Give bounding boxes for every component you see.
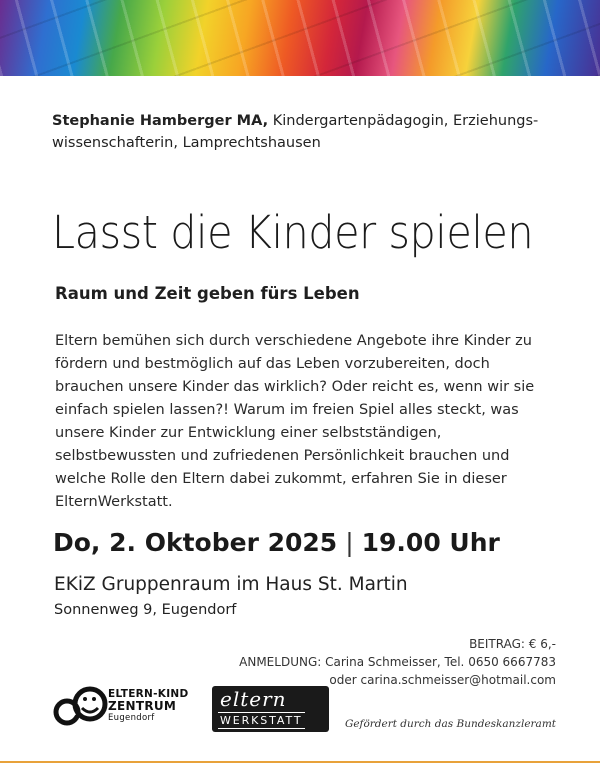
event-date-time bbox=[53, 528, 500, 557]
event-time: 19.00 Uhr bbox=[361, 528, 500, 557]
event-title: Lasst die Kinder spielen bbox=[52, 206, 534, 259]
ekiz-logo bbox=[52, 680, 202, 734]
event-venue: EKiZ Gruppenraum im Haus St. Martin bbox=[54, 574, 408, 595]
ekiz-logo-text bbox=[108, 688, 189, 724]
sponsor-note: Gefördert durch das Bundeskanzleramt bbox=[344, 718, 556, 730]
event-description: Eltern bemühen sich durch verschiedene Angebote ihre Kinder zu fördern und bestmöglich auf das Leben vorzubereiten, doch brauchen unsere Kinder das wirklich? Oder reicht es, wenn wir sie einfach spielen lassen?! Warum im freien Spiel alles steckt, was unsere Kinder zur Entwicklung einer selbstständigen, selbstbewussten und zufriedenen Persönlichkeit brauchen und welche Rolle den Eltern dabei zukommt, erfahren Sie in dieser ElternWerkstatt. bbox=[55, 333, 535, 510]
ekiz-line2: ZENTRUM bbox=[108, 699, 177, 713]
event-date: Do, 2. Oktober 2025 bbox=[53, 528, 338, 557]
rainbow-banner-image bbox=[0, 0, 600, 76]
werkstatt-line1: eltern bbox=[220, 687, 287, 711]
registration-email: oder carina.schmeisser@hotmail.com bbox=[329, 673, 556, 687]
registration-info bbox=[216, 635, 556, 689]
ekiz-line1: ELTERN-KIND bbox=[108, 688, 189, 700]
smiley-faces-icon bbox=[52, 682, 108, 732]
fee-text: BEITRAG: € 6,- bbox=[469, 637, 556, 651]
speaker-name: Stephanie Hamberger MA, bbox=[52, 113, 269, 129]
speaker-info bbox=[52, 110, 552, 154]
werkstatt-line2: WERKSTATT bbox=[220, 714, 303, 727]
registration-contact: ANMELDUNG: Carina Schmeisser, Tel. 0650 6667783 bbox=[239, 655, 556, 669]
ekiz-line3: Eugendorf bbox=[108, 713, 155, 723]
bottom-accent-line bbox=[0, 761, 600, 763]
event-subtitle: Raum und Zeit geben fürs Leben bbox=[55, 284, 360, 303]
date-time-separator: | bbox=[345, 528, 354, 557]
event-address: Sonnenweg 9, Eugendorf bbox=[54, 602, 237, 618]
speaker-description: Kindergartenpädagogin, Erziehungswissenschafterin, Lamprechtshausen bbox=[52, 113, 539, 151]
elternwerkstatt-logo bbox=[212, 686, 329, 732]
